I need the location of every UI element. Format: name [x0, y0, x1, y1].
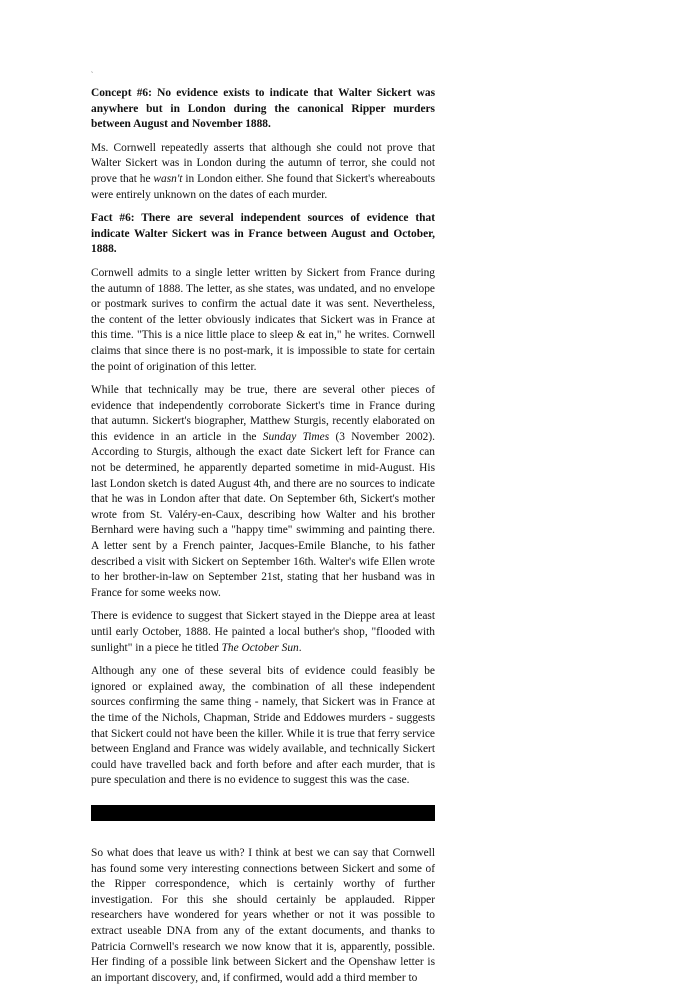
paragraph-1-text-b: in London either. She found that Sickert's whereabouts were entirely unknown on the dates of each murder.: [91, 172, 436, 201]
paragraph-3-text-a: While that technically may be true, there are several other pieces of evidence that independently corroborate Sickert's time in France during that autumn. Sickert's biographer, Matthew Sturgis, recently elaborated on this evidence in an article in the: [91, 384, 435, 443]
paragraph-4: [91, 609, 435, 656]
paragraph-1: [91, 141, 435, 203]
paragraph-4-text-a: There is evidence to suggest that Sickert stayed in the Dieppe area at least until early October, 1888. He painted a local buther's shop, "flooded with sunlight" in a piece he titled: [91, 610, 435, 654]
fact-6-heading: Fact #6: There are several independent sources of evidence that indicate Walter Sickert was in France between August and October, 1888.: [91, 212, 435, 256]
paragraph-3-text-b: (3 November 2002). According to Sturgis, although the exact date Sickert left for France can not be determined, he apparently departed sometime in mid-August. His last London sketch is dated August 4th, and there are no sources to indicate that he was in London after that date. On September 6th, Sickert's mother wrote from St. Valéry-en-Caux, describing how Walter and his brother Bernhard were having such a "happy time" swimming and painting there. A letter sent by a French painter, Jacques-Emile Blanche, to his father described a visit with Sickert on September 16th. Walter's wife Ellen wrote to her brother-in-law on September 21st, stating that her husband was in France for some weeks now.: [91, 430, 435, 599]
paragraph-2: Cornwell admits to a single letter written by Sickert from France during the autumn of 1888. The letter, as she states, was undated, and no envelope or postmark surives to confirm the actual date it was sent. Nevertheless, the content of the letter obviously indicates that Sickert was in France at this time. "This is a nice little place to sleep & eat in," he writes. Cornwell claims that since there is no post-mark, it is impossible to state for certain the point of origination of this letter.: [91, 266, 435, 373]
paragraph-4-emphasis: The October Sun: [221, 641, 299, 654]
section-divider-bar: [91, 805, 435, 821]
concept-6-heading: Concept #6: No evidence exists to indicate that Walter Sickert was anywhere but in London during the canonical Ripper murders between August and November 1888.: [91, 87, 435, 131]
stray-mark: ˜: [91, 72, 93, 78]
document-page: [91, 72, 435, 994]
paragraph-4-text-b: .: [298, 641, 302, 654]
paragraph-3-emphasis: Sunday Times: [262, 430, 330, 443]
paragraph-1-emphasis: wasn't: [153, 172, 183, 185]
paragraph-5: Although any one of these several bits of evidence could feasibly be ignored or explained away, the combination of all these independent sources confirming the same thing - namely, that Sickert was in France at the time of the Nichols, Chapman, Stride and Eddowes murders - suggests that Sickert could not have been the killer. While it is true that ferry service between England and France was widely available, and technically Sickert could have travelled back and forth before and after each murder, that is pure speculation and there is no evidence to suggest this was the case.: [91, 665, 435, 787]
paragraph-3: [91, 383, 435, 601]
paragraph-1-text-a: Ms. Cornwell repeatedly asserts that although she could not prove that Walter Sickert was in London during the autumn of terror, she could not prove that he: [91, 141, 435, 185]
paragraph-6: So what does that leave us with? I think at best we can say that Cornwell has found some very interesting connections between Sickert and some of the Ripper correspondence, which is certainly worthy of further investigation. For this she should certainly be applauded. Ripper researchers have wondered for years whether or not it was possible to extract useable DNA from any of the extant documents, and thanks to Patricia Cornwell's research we now know that it is, apparently, possible. Her finding of a possible link between Sickert and the Openshaw letter is an important discovery, and, if confirmed, would add a third member to: [91, 846, 435, 984]
